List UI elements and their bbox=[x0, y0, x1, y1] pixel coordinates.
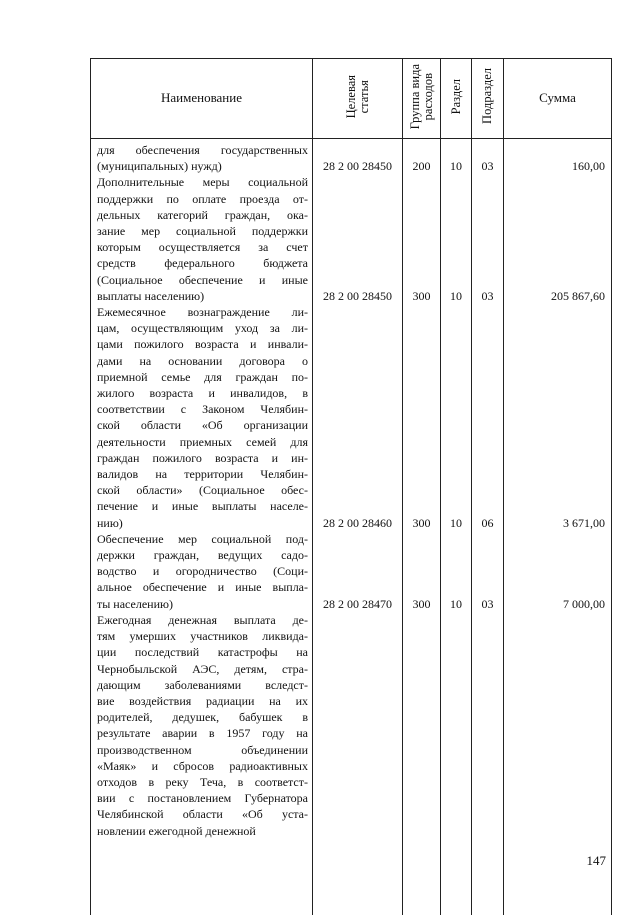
row-name-line: жилого возраста и инвалидов, в bbox=[97, 385, 308, 401]
row-name-line: отходов в реку Теча, в соответст- bbox=[97, 774, 308, 790]
row-name-line: граждан пожилого возраста и ин- bbox=[97, 450, 308, 466]
row-section: 10 bbox=[441, 288, 471, 304]
header-article: Целевая статья bbox=[313, 59, 403, 139]
row-name-line: валидов на территории Челябин- bbox=[97, 466, 308, 482]
row-name-line: (муниципальных) нужд) bbox=[97, 158, 308, 174]
section-column bbox=[441, 139, 472, 915]
row-name-line: ской области» (Социальное обес- bbox=[97, 482, 308, 498]
row-name-line: производственном объединении bbox=[97, 742, 308, 758]
table-body-row bbox=[91, 139, 612, 915]
header-section: Раздел bbox=[441, 59, 472, 139]
row-sum: 7 000,00 bbox=[563, 596, 605, 612]
row-sum: 160,00 bbox=[572, 158, 605, 174]
row-name-line: «Маяк» и сбросов радиоактивных bbox=[97, 758, 308, 774]
row-name-line: новлении ежегодной денежной bbox=[97, 823, 308, 839]
row-section: 10 bbox=[441, 158, 471, 174]
row-section: 10 bbox=[441, 596, 471, 612]
article-column bbox=[313, 139, 403, 915]
row-name-text bbox=[97, 174, 308, 304]
row-name-line: поддержки по оплате проезда от- bbox=[97, 191, 308, 207]
row-name-line: нию) bbox=[97, 515, 308, 531]
row-article: 28 2 00 28470 bbox=[313, 596, 402, 612]
row-name-line: соответствии с Законом Челябин- bbox=[97, 401, 308, 417]
row-name-line: Дополнительные меры социальной bbox=[97, 174, 308, 190]
row-expense-group: 300 bbox=[403, 288, 440, 304]
row-name-line: Челябинской области «Об уста- bbox=[97, 806, 308, 822]
budget-table bbox=[90, 58, 612, 915]
row-subsection: 03 bbox=[472, 158, 503, 174]
row-name-line: тям умерших участников ликвида- bbox=[97, 628, 308, 644]
row-name-line: ции последствий катастрофы на bbox=[97, 644, 308, 660]
group-column bbox=[403, 139, 441, 915]
subsection-column bbox=[472, 139, 504, 915]
page-number: 147 bbox=[587, 853, 607, 869]
row-name-line: печение и иные выплаты населе- bbox=[97, 498, 308, 514]
row-name-line: выплаты населению) bbox=[97, 288, 308, 304]
row-subsection: 06 bbox=[472, 515, 503, 531]
row-name-text bbox=[97, 142, 308, 174]
row-name-line: ты населению) bbox=[97, 596, 308, 612]
row-name-line: зание мер социальной поддержки bbox=[97, 223, 308, 239]
row-expense-group: 200 bbox=[403, 158, 440, 174]
row-section: 10 bbox=[441, 515, 471, 531]
row-subsection: 03 bbox=[472, 596, 503, 612]
header-subsection: Подраздел bbox=[472, 59, 504, 139]
row-name-line: Ежегодная денежная выплата де- bbox=[97, 612, 308, 628]
row-expense-group: 300 bbox=[403, 515, 440, 531]
row-name-line: цам, осуществляющим уход за ли- bbox=[97, 320, 308, 336]
row-name-line: Обеспечение мер социальной под- bbox=[97, 531, 308, 547]
row-name-line: родителей, дедушек, бабушек в bbox=[97, 709, 308, 725]
row-sum: 205 867,60 bbox=[551, 288, 605, 304]
row-subsection: 03 bbox=[472, 288, 503, 304]
row-name-line: дающим заболеваниями вследст- bbox=[97, 677, 308, 693]
row-name-text bbox=[97, 304, 308, 531]
row-name-line: которым осуществляется за счет bbox=[97, 239, 308, 255]
names-column bbox=[91, 139, 313, 915]
row-name-line: средств федерального бюджета bbox=[97, 255, 308, 271]
row-name-line: приемной семье для граждан по- bbox=[97, 369, 308, 385]
sum-column bbox=[504, 139, 612, 915]
table-header-row bbox=[91, 59, 612, 139]
row-name-line: дельных категорий граждан, ока- bbox=[97, 207, 308, 223]
row-name-text bbox=[97, 612, 308, 839]
row-name-line: результате аварии в 1957 году на bbox=[97, 725, 308, 741]
header-expense-group: Группа вида расходов bbox=[403, 59, 441, 139]
row-article: 28 2 00 28450 bbox=[313, 158, 402, 174]
header-name: Наименование bbox=[91, 59, 313, 139]
row-name-line: держки граждан, ведущих садо- bbox=[97, 547, 308, 563]
row-sum: 3 671,00 bbox=[563, 515, 605, 531]
header-sum: Сумма bbox=[504, 59, 612, 139]
row-name-line: ской области «Об организации bbox=[97, 417, 308, 433]
row-name-line: цами пожилого возраста и инвали- bbox=[97, 336, 308, 352]
row-article: 28 2 00 28460 bbox=[313, 515, 402, 531]
row-name-line: вие воздействия радиации на их bbox=[97, 693, 308, 709]
row-name-line: водство и огородничество (Соци- bbox=[97, 563, 308, 579]
row-name-line: для обеспечения государственных bbox=[97, 142, 308, 158]
row-name-line: дами на основании договора о bbox=[97, 353, 308, 369]
row-name-line: (Социальное обеспечение и иные bbox=[97, 272, 308, 288]
row-name-line: вии с постановлением Губернатора bbox=[97, 790, 308, 806]
row-name-text bbox=[97, 531, 308, 612]
row-expense-group: 300 bbox=[403, 596, 440, 612]
row-name-line: Чернобыльской АЭС, детям, стра- bbox=[97, 661, 308, 677]
row-name-line: деятельности приемных семей для bbox=[97, 434, 308, 450]
row-name-line: альное обеспечение и иные выпла- bbox=[97, 579, 308, 595]
row-article: 28 2 00 28450 bbox=[313, 288, 402, 304]
row-name-line: Ежемесячное вознаграждение ли- bbox=[97, 304, 308, 320]
